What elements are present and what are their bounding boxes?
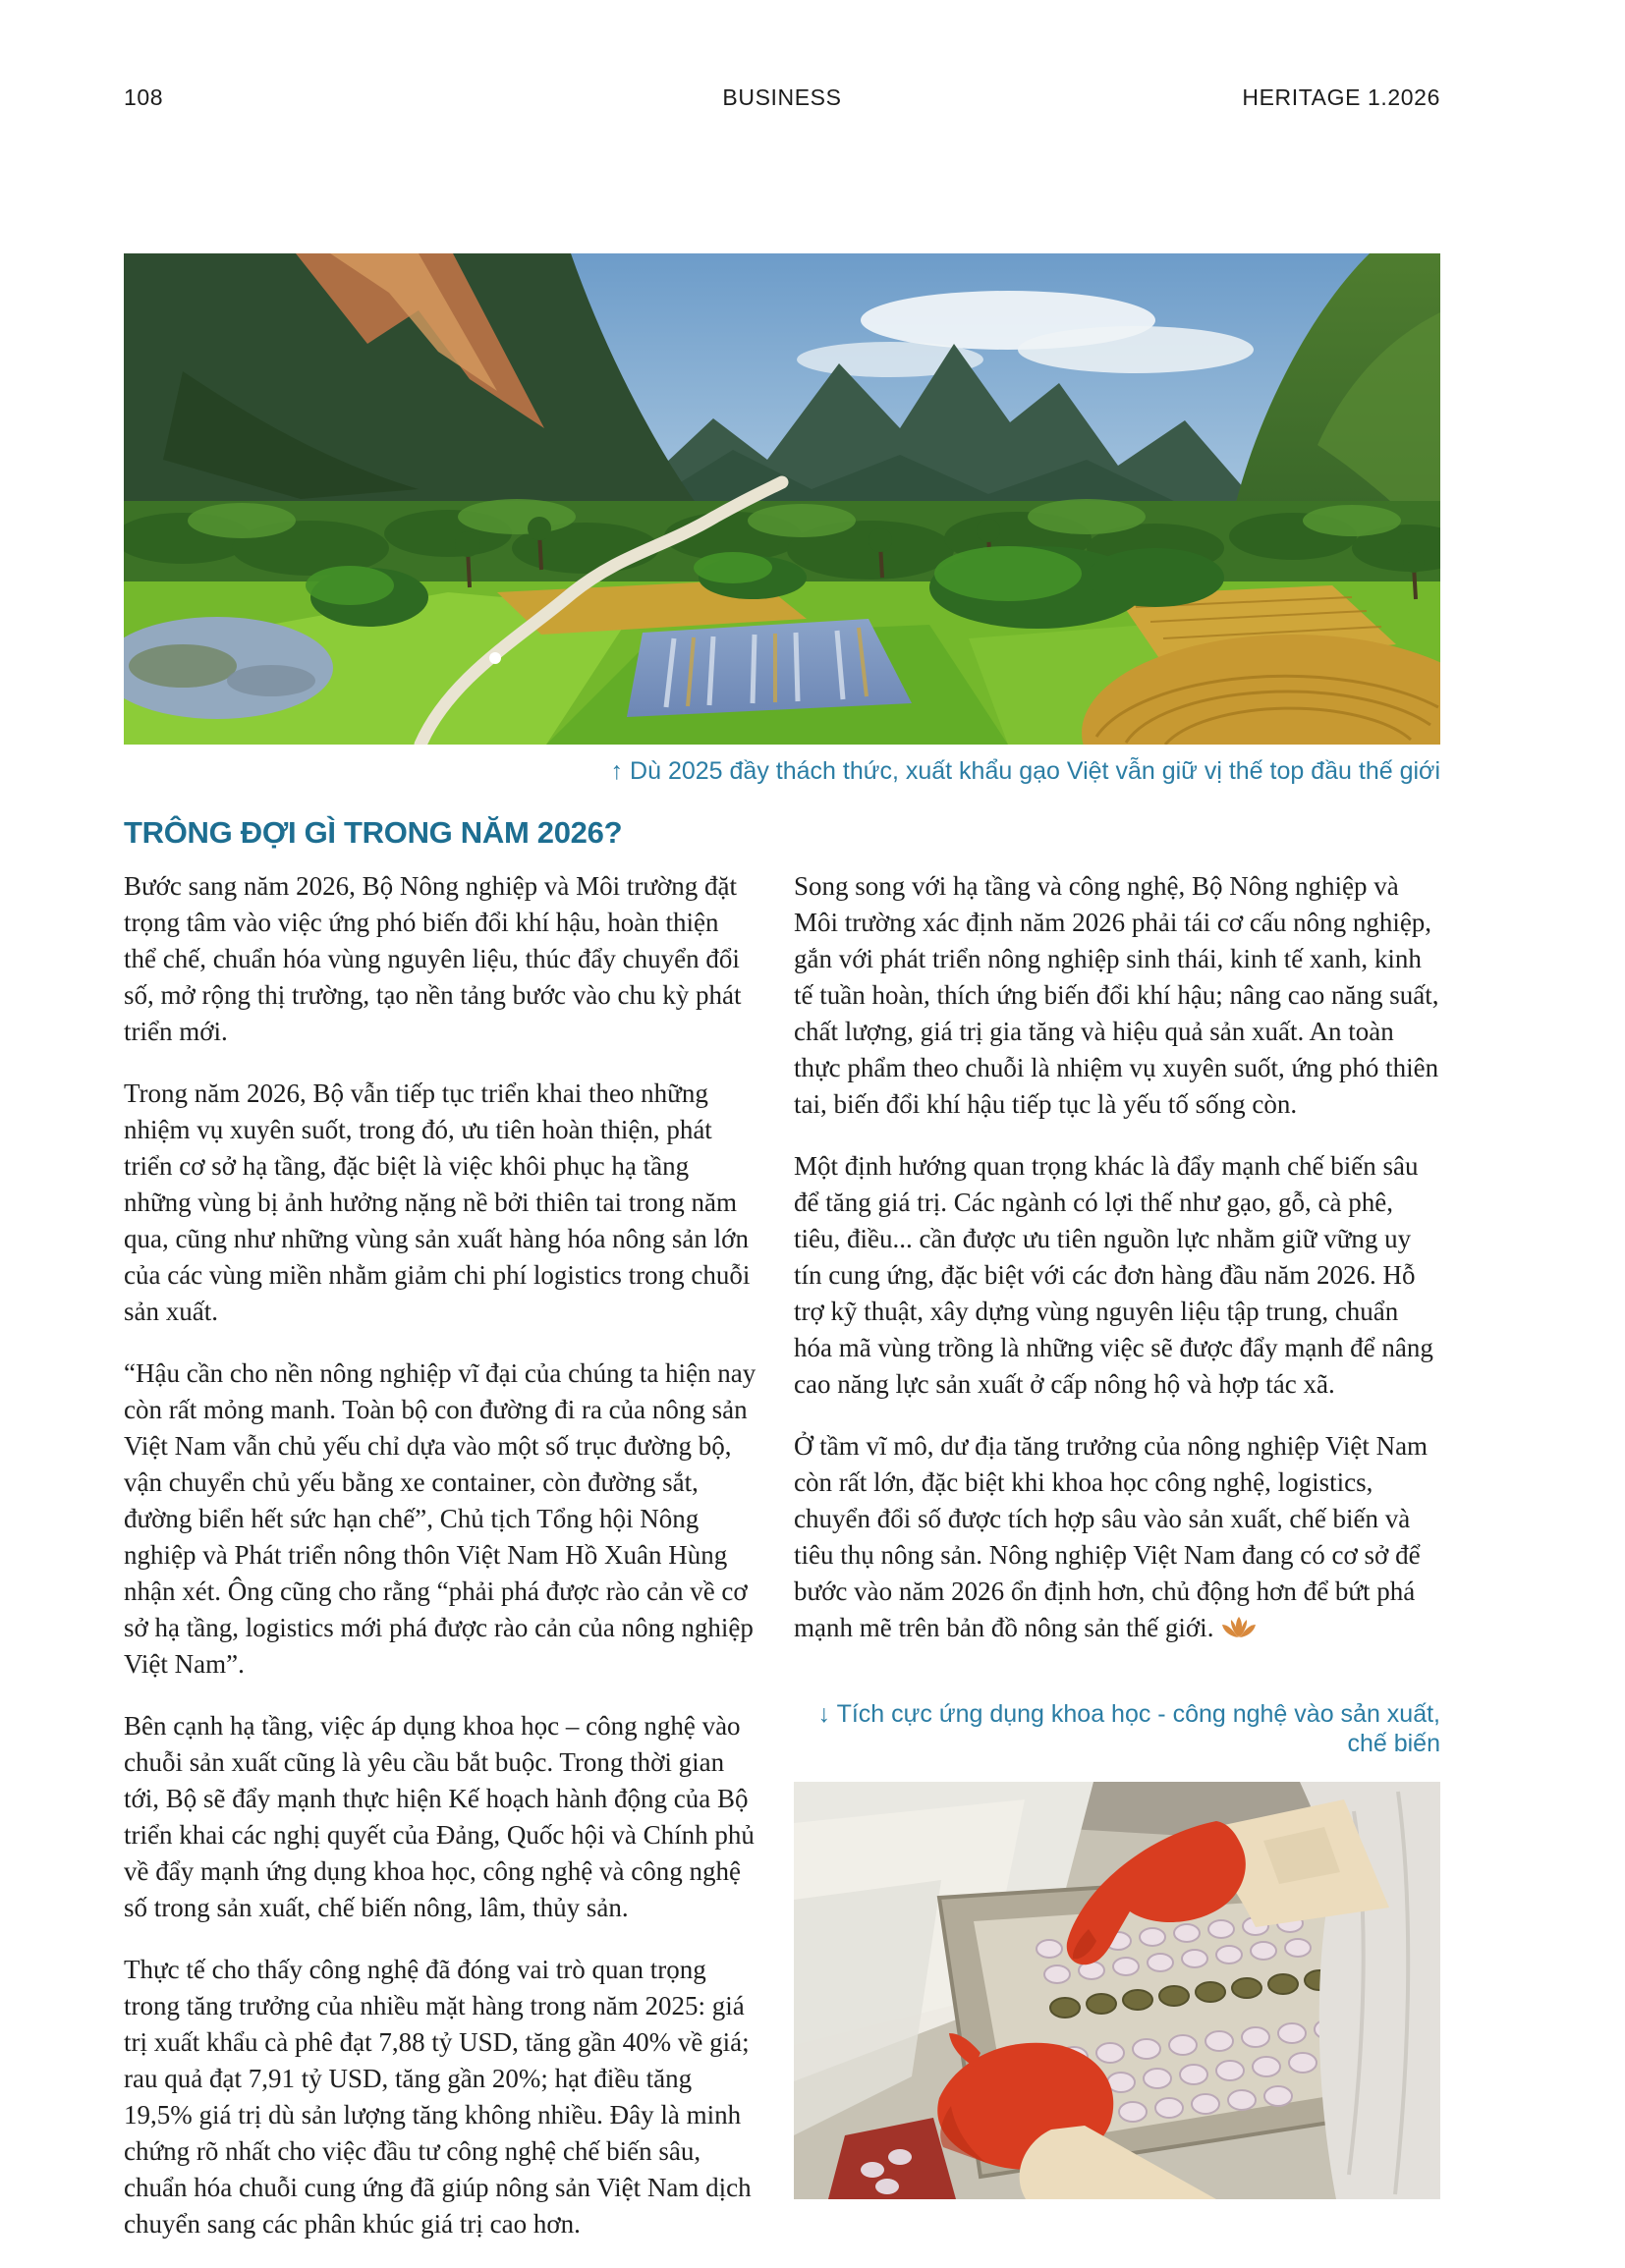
paragraph: Thực tế cho thấy công nghệ đã đóng vai trò quan trọng trong tăng trưởng của nhiều mặt hàng trong năm 2025: giá trị xuất khẩu cà phê đạt 7,88 tỷ USD, tăng gần 40% về giá; rau quả đạt 7,91 tỷ USD, tăng gần 20%; hạt điều tăng 19,5% giá trị dù sản lượng tăng không nhiều. Đây là minh chứng rõ nhất cho việc đầu tư công nghệ chế biến sâu, chuẩn hóa chuỗi cung ứng đã giúp nông sản Việt Nam dịch chuyển sang các phân khúc giá trị cao hơn. bbox=[124, 1955, 752, 2239]
paragraph bbox=[794, 1428, 1440, 1648]
paragraph: Một định hướng quan trọng khác là đẩy mạnh chế biến sâu để tăng giá trị. Các ngành có lợi thế như gạo, gỗ, cà phê, tiêu, điều... cần được ưu tiên nguồn lực nhằm giữ vững uy tín cung ứng, đặc biệt với các đơn hàng đầu năm 2026. Hỗ trợ kỹ thuật, xây dựng vùng nguyên liệu tập trung, chuẩn hóa mã vùng trồng là những việc sẽ được đẩy mạnh để nâng cao năng lực sản xuất ở cấp nông hộ và hợp tác xã. bbox=[794, 1151, 1433, 1399]
lotus-end-mark-icon bbox=[1221, 1612, 1257, 1648]
paragraph: Trong năm 2026, Bộ vẫn tiếp tục triển khai theo những nhiệm vụ xuyên suốt, trong đó, ưu tiên hoàn thiện, phát triển cơ sở hạ tầng, đặc biệt là việc khôi phục hạ tầng những vùng bị ảnh hưởng nặng nề bởi thiên tai trong năm qua, cũng như những vùng sản xuất hàng hóa nông sản lớn của các vùng miền nhằm giảm chi phí logistics trong chuỗi sản xuất. bbox=[124, 1079, 751, 1326]
paragraph: “Hậu cần cho nền nông nghiệp vĩ đại của chúng ta hiện nay còn rất mỏng manh. Toàn bộ con đường đi ra của nông sản Việt Nam vẫn chủ yếu chỉ dựa vào một số trục đường bộ, vận chuyển chủ yếu bằng xe container, còn đường sắt, đường biển hết sức hạn chế”, Chủ tịch Tổng hội Nông nghiệp và Phát triển nông thôn Việt Nam Hồ Xuân Hùng nhận xét. Ông cũng cho rằng “phải phá được rào cản về cơ sở hạ tầng, logistics mới phá được rào cản của nông nghiệp Việt Nam”. bbox=[124, 1358, 756, 1679]
section-label: BUSINESS bbox=[722, 84, 842, 110]
shrimp-processing-photo bbox=[794, 1782, 1440, 2199]
paragraph: Bên cạnh hạ tầng, việc áp dụng khoa học – công nghệ vào chuỗi sản xuất cũng là yêu cầu bắt buộc. Trong thời gian tới, Bộ sẽ đẩy mạnh thực hiện Kế hoạch hành động của Bộ triển khai các nghị quyết của Đảng, Quốc hội và Chính phủ về đẩy mạnh ứng dụng khoa học, công nghệ và công nghệ số trong sản xuất, chế biến nông, lâm, thủy sản. bbox=[124, 1711, 755, 1922]
rice-fields-photo bbox=[124, 253, 1440, 745]
shrimp-processing-illustration bbox=[794, 1782, 1440, 2199]
rice-fields-illustration bbox=[124, 253, 1440, 745]
left-column bbox=[124, 868, 756, 2268]
paragraph: Song song với hạ tầng và công nghệ, Bộ Nông nghiệp và Môi trường xác định năm 2026 phải tái cơ cấu nông nghiệp, gắn với phát triển nông nghiệp sinh thái, kinh tế xanh, kinh tế tuần hoàn, thích ứng biến đổi khí hậu; nâng cao năng suất, chất lượng, giá trị gia tăng và hiệu quả sản xuất. An toàn thực phẩm theo chuỗi là nhiệm vụ xuyên suốt, ứng phó thiên tai, biến đổi khí hậu tiếp tục là yếu tố sống còn. bbox=[794, 871, 1439, 1119]
article-body bbox=[124, 868, 1440, 2268]
page-number: 108 bbox=[124, 84, 164, 110]
right-column bbox=[794, 868, 1440, 2268]
article-heading: TRÔNG ĐỢI GÌ TRONG NĂM 2026? bbox=[124, 815, 623, 850]
paragraph-text: Ở tầm vĩ mô, dư địa tăng trưởng của nông nghiệp Việt Nam còn rất lớn, đặc biệt khi khoa học công nghệ, logistics, chuyển đổi số được tích hợp sâu vào sản xuất, chế biến và tiêu thụ nông sản. Nông nghiệp Việt Nam đang có cơ sở để bước vào năm 2026 ổn định hơn, chủ động hơn để bứt phá mạnh mẽ trên bản đồ nông sản thế giới. bbox=[794, 1431, 1429, 1642]
paragraph: Bước sang năm 2026, Bộ Nông nghiệp và Môi trường đặt trọng tâm vào việc ứng phó biến đổi khí hậu, hoàn thiện thể chế, chuẩn hóa vùng nguyên liệu, thúc đẩy chuyển đổi số, mở rộng thị trường, tạo nền tảng bước vào chu kỳ phát triển mới. bbox=[124, 871, 742, 1046]
issue-label: HERITAGE 1.2026 bbox=[1242, 84, 1440, 110]
photo2-caption: ↓ Tích cực ứng dụng khoa học - công nghệ vào sản xuất, chế biến bbox=[817, 1700, 1440, 1757]
page-header bbox=[124, 84, 1440, 111]
photo1-caption: ↑ Dù 2025 đầy thách thức, xuất khẩu gạo Việt vẫn giữ vị thế top đầu thế giới bbox=[610, 757, 1440, 785]
